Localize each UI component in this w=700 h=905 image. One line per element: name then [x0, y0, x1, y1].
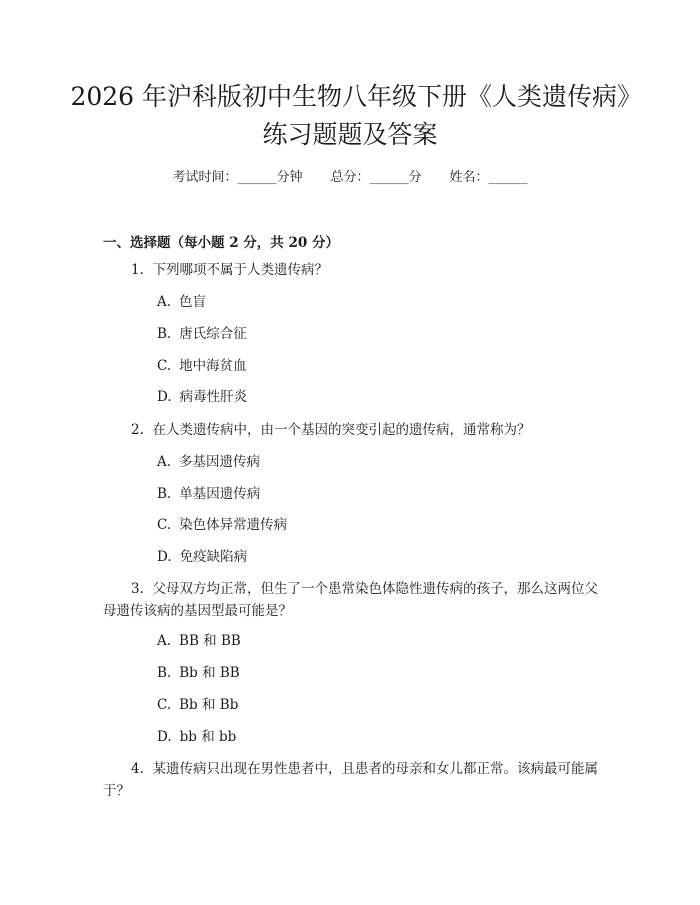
option-text: 单基因遗传病	[179, 486, 261, 502]
option-letter: D.	[157, 389, 172, 405]
option-letter: D.	[157, 549, 172, 565]
question-3-option-c	[157, 695, 238, 715]
option-text: 色盲	[179, 294, 207, 310]
document-title: 2026 年沪科版初中生物八年级下册《人类遗传病》练习题题及答案	[70, 82, 630, 149]
question-1-option-d	[157, 387, 247, 407]
option-text: 免疫缺陷病	[179, 549, 248, 565]
exam-info-line	[0, 168, 700, 188]
question-1-option-c	[157, 356, 247, 376]
option-letter: B.	[157, 665, 172, 681]
question-text: 某遗传病只出现在男性患者中，且患者的母亲和女儿都正常。该病最可能属于？	[103, 761, 598, 799]
option-text: 唐氏综合征	[179, 326, 247, 342]
question-3-option-b	[157, 663, 240, 683]
question-text: 父母双方均正常，但生了一个患常染色体隐性遗传病的孩子，那么这两位父母遗传该病的基因型最可能是？	[103, 581, 598, 619]
question-3-option-d	[157, 727, 236, 747]
option-text: bb 和 bb	[179, 729, 237, 745]
question-number: 3.	[131, 581, 144, 597]
option-text: 病毒性肝炎	[179, 389, 248, 405]
question-4	[103, 758, 603, 802]
option-letter: A.	[157, 294, 172, 310]
option-letter: A.	[157, 454, 172, 470]
question-number: 1.	[131, 262, 144, 278]
question-text: 在人类遗传病中，由一个基因的突变引起的遗传病，通常称为？	[152, 422, 531, 438]
option-text: Bb 和 Bb	[179, 697, 239, 713]
option-letter: C.	[157, 358, 172, 374]
option-letter: C.	[157, 517, 172, 533]
question-number: 4.	[131, 761, 144, 777]
question-2	[131, 419, 530, 441]
student-name-field: 姓名：______	[449, 170, 528, 185]
question-2-option-a	[157, 452, 260, 472]
option-text: 染色体异常遗传病	[179, 517, 288, 533]
option-text: 多基因遗传病	[179, 454, 261, 470]
question-2-option-d	[157, 547, 247, 567]
total-score-field: 总分：______分	[330, 170, 422, 185]
section-title: 一、选择题（每小题 2 分，共 20 分）	[103, 235, 339, 251]
option-letter: B.	[157, 486, 172, 502]
question-3	[103, 578, 603, 622]
question-number: 2.	[131, 422, 144, 438]
question-2-option-b	[157, 484, 260, 504]
option-letter: C.	[157, 697, 172, 713]
option-letter: B.	[157, 326, 172, 342]
question-3-option-a	[157, 631, 241, 651]
question-1-option-b	[157, 324, 247, 344]
option-letter: D.	[157, 729, 172, 745]
question-1-option-a	[157, 292, 206, 312]
question-text: 下列哪项不属于人类遗传病？	[152, 262, 328, 278]
option-text: Bb 和 BB	[179, 665, 240, 681]
option-letter: A.	[157, 633, 172, 649]
question-1	[131, 259, 328, 281]
option-text: BB 和 BB	[179, 633, 241, 649]
exam-time-field: 考试时间：______分钟	[172, 170, 303, 185]
option-text: 地中海贫血	[179, 358, 247, 374]
question-2-option-c	[157, 515, 287, 535]
